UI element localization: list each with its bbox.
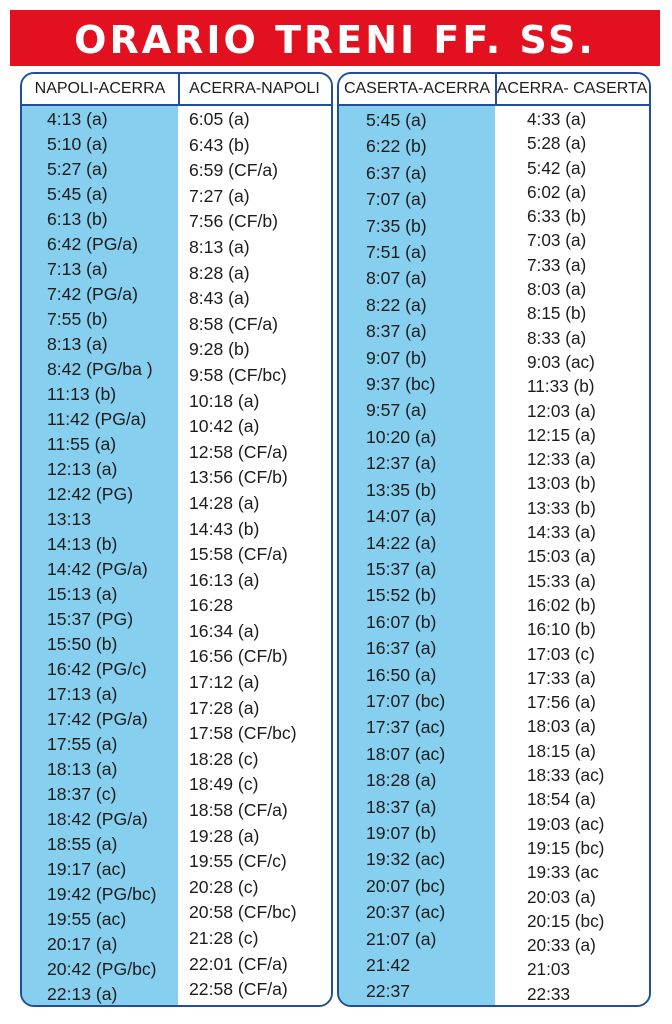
time-entry: 21:42 <box>366 955 411 975</box>
time-entry: 4:33 (a) <box>527 109 587 129</box>
time-entry: 9:28 (b) <box>189 339 250 360</box>
time-entry: 19:28 (a) <box>189 825 260 846</box>
time-entry: 21:03 <box>527 959 571 980</box>
time-entry: 14:13 (b) <box>47 534 118 554</box>
time-entry: 20:28 (c) <box>189 876 259 897</box>
time-entry: 11:55 (a) <box>47 434 117 454</box>
time-entry: 9:07 (b) <box>366 347 427 368</box>
time-entry: 19:03 (ac) <box>527 813 605 834</box>
column-header: NAPOLI-ACERRA <box>22 74 178 106</box>
time-entry: 6:59 (CF/a) <box>189 160 278 181</box>
time-entry: 7:03 (a) <box>527 230 587 251</box>
time-entry: 19:17 (ac) <box>47 859 127 879</box>
time-entry: 7:13 (a) <box>47 259 108 279</box>
time-entry: 19:15 (bc) <box>527 837 605 858</box>
time-entry: 14:22 (a) <box>366 532 437 553</box>
time-entry: 17:58 (CF/bc) <box>189 723 297 744</box>
times-list <box>495 107 649 1006</box>
time-entry: 15:52 (b) <box>366 585 437 606</box>
time-entry: 18:15 (a) <box>527 740 596 761</box>
time-entry: 5:28 (a) <box>527 133 587 154</box>
time-entry: 11:13 (b) <box>47 384 117 404</box>
time-entry: 18:49 (c) <box>189 774 259 795</box>
time-entry: 8:37 (a) <box>366 321 427 342</box>
time-entry: 9:37 (bc) <box>366 374 436 395</box>
time-entry: 22:01 (CF/a) <box>189 953 288 974</box>
time-entry: 7:35 (b) <box>366 215 427 236</box>
time-entry: 11:33 (b) <box>527 376 595 397</box>
time-entry: 20:33 (a) <box>527 935 596 956</box>
time-entry: 17:03 (c) <box>527 643 595 664</box>
time-entry: 20:15 (bc) <box>527 910 605 931</box>
time-entry: 12:33 (a) <box>527 449 596 470</box>
time-entry: 19:55 (CF/c) <box>189 851 287 872</box>
column-header: ACERRA- CASERTA <box>495 74 649 106</box>
column-caserta-acerra <box>339 74 495 1005</box>
time-entry: 8:28 (a) <box>189 262 250 283</box>
header-divider <box>178 74 180 106</box>
time-entry: 17:07 (bc) <box>366 690 446 711</box>
time-entry: 13:35 (b) <box>366 479 437 500</box>
time-entry: 7:33 (a) <box>527 254 587 275</box>
time-entry: 7:42 (PG/a) <box>47 284 138 304</box>
time-entry: 18:03 (a) <box>527 716 596 737</box>
time-entry: 4:13 (a) <box>47 109 108 129</box>
time-entry: 12:15 (a) <box>527 424 596 445</box>
time-entry: 22:13 (a) <box>47 984 118 1004</box>
time-entry: 9:58 (CF/bc) <box>189 364 287 385</box>
time-entry: 18:07 (ac) <box>366 743 446 764</box>
time-entry: 19:42 (PG/bc) <box>47 884 157 904</box>
time-entry: 17:42 (PG/a) <box>47 709 148 729</box>
time-entry: 6:42 (PG/a) <box>47 234 138 254</box>
time-entry: 12:13 (a) <box>47 459 118 479</box>
time-entry: 6:33 (b) <box>527 206 587 227</box>
time-entry: 12:37 (a) <box>366 453 437 474</box>
time-entry: 19:32 (ac) <box>366 849 446 870</box>
time-entry: 13:13 <box>47 509 92 529</box>
time-entry: 17:37 (ac) <box>366 717 446 738</box>
time-entry: 5:45 (a) <box>47 184 108 204</box>
time-entry: 17:13 (a) <box>47 684 118 704</box>
time-entry: 14:28 (a) <box>189 492 260 513</box>
time-entry: 18:28 (a) <box>366 770 437 791</box>
time-entry: 16:13 (a) <box>189 569 260 590</box>
time-entry: 8:13 (a) <box>189 236 250 257</box>
time-entry: 18:55 (a) <box>47 834 118 854</box>
time-entry: 22:33 <box>527 983 571 1004</box>
time-entry: 14:42 (PG/a) <box>47 559 148 579</box>
page-title: ORARIO TRENI FF. SS. <box>10 10 660 66</box>
time-entry: 5:10 (a) <box>47 134 108 154</box>
time-entry: 16:42 (PG/c) <box>47 659 147 679</box>
time-entry: 12:03 (a) <box>527 400 596 421</box>
time-entry: 14:43 (b) <box>189 518 260 539</box>
time-entry: 15:33 (a) <box>527 570 596 591</box>
time-entry: 5:42 (a) <box>527 157 587 178</box>
time-entry: 8:42 (PG/ba ) <box>47 359 153 379</box>
time-entry: 13:56 (CF/b) <box>189 467 288 488</box>
times-list <box>22 107 178 1007</box>
time-entry: 7:07 (a) <box>366 189 427 210</box>
time-entry: 21:07 (a) <box>366 928 437 949</box>
time-entry: 15:58 (CF/a) <box>189 544 288 565</box>
time-entry: 15:03 (a) <box>527 546 596 567</box>
time-entry: 19:07 (b) <box>366 822 437 843</box>
time-entry: 15:37 (a) <box>366 558 437 579</box>
time-entry: 8:07 (a) <box>366 268 427 289</box>
time-entry: 17:33 (a) <box>527 667 596 688</box>
time-entry: 6:43 (b) <box>189 134 250 155</box>
time-entry: 16:34 (a) <box>189 620 260 641</box>
header-divider <box>495 74 497 106</box>
time-entry: 13:03 (b) <box>527 473 596 494</box>
time-entry: 7:55 (b) <box>47 309 108 329</box>
times-list <box>339 107 495 1005</box>
time-entry: 9:03 (ac) <box>527 351 595 372</box>
time-entry: 20:58 (CF/bc) <box>189 902 297 923</box>
time-entry: 16:07 (b) <box>366 611 437 632</box>
time-entry: 5:45 (a) <box>366 110 427 130</box>
time-entry: 10:42 (a) <box>189 416 260 437</box>
time-entry: 6:05 (a) <box>189 109 250 129</box>
time-entry: 16:28 <box>189 595 234 616</box>
time-entry: 8:43 (a) <box>189 288 250 309</box>
time-entry: 14:07 (a) <box>366 506 437 527</box>
time-entry: 8:13 (a) <box>47 334 108 354</box>
time-entry: 19:55 (ac) <box>47 909 127 929</box>
time-entry: 8:15 (b) <box>527 303 587 324</box>
time-entry: 11:42 (PG/a) <box>47 409 147 429</box>
time-entry: 17:12 (a) <box>189 672 260 693</box>
time-entry: 12:58 (CF/a) <box>189 441 288 462</box>
time-entry: 6:13 (b) <box>47 209 108 229</box>
time-entry: 20:07 (bc) <box>366 875 446 896</box>
caserta-panel <box>337 72 651 1007</box>
time-entry: 8:22 (a) <box>366 294 427 315</box>
time-entry: 17:55 (a) <box>47 734 118 754</box>
time-entry: 18:33 (ac) <box>527 765 605 786</box>
time-entry: 22:58 (CF/a) <box>189 979 288 1000</box>
time-entry: 17:56 (a) <box>527 692 596 713</box>
time-entry: 18:13 (a) <box>47 759 118 779</box>
time-entry: 15:50 (b) <box>47 634 118 654</box>
time-entry: 20:42 (PG/bc) <box>47 959 157 979</box>
time-entry: 19:33 (ac <box>527 862 599 883</box>
time-entry: 10:18 (a) <box>189 390 260 411</box>
column-acerra-caserta <box>495 74 649 1005</box>
time-entry: 18:37 (a) <box>366 796 437 817</box>
time-entry: 18:28 (c) <box>189 748 259 769</box>
time-entry: 17:28 (a) <box>189 697 260 718</box>
time-entry: 8:58 (CF/a) <box>189 313 278 334</box>
time-entry: 22:37 <box>366 981 411 1002</box>
time-entry: 20:37 (ac) <box>366 902 446 923</box>
time-entry: 15:13 (a) <box>47 584 118 604</box>
time-entry: 18:37 (c) <box>47 784 117 804</box>
time-entry: 16:50 (a) <box>366 664 437 685</box>
time-entry: 15:37 (PG) <box>47 609 134 629</box>
time-entry: 7:51 (a) <box>366 242 427 263</box>
time-entry: 6:37 (a) <box>366 162 427 183</box>
time-entry: 7:27 (a) <box>189 185 250 206</box>
time-entry: 16:37 (a) <box>366 638 437 659</box>
column-header: ACERRA-NAPOLI <box>178 74 331 106</box>
time-entry: 18:58 (CF/a) <box>189 800 288 821</box>
time-entry: 12:42 (PG) <box>47 484 134 504</box>
time-entry: 20:17 (a) <box>47 934 118 954</box>
time-entry: 6:02 (a) <box>527 181 587 202</box>
time-entry: 16:56 (CF/b) <box>189 646 288 667</box>
time-entry: 20:03 (a) <box>527 886 596 907</box>
time-entry: 9:57 (a) <box>366 400 427 421</box>
time-entry: 21:28 (c) <box>189 928 259 948</box>
time-entry: 13:33 (b) <box>527 497 596 518</box>
time-entry: 18:42 (PG/a) <box>47 809 148 829</box>
time-entry: 16:10 (b) <box>527 619 596 640</box>
time-entry: 10:20 (a) <box>366 426 437 447</box>
times-list <box>178 107 331 1003</box>
time-entry: 16:02 (b) <box>527 594 596 615</box>
time-entry: 5:27 (a) <box>47 159 108 179</box>
column-acerra-napoli <box>178 74 331 1005</box>
time-entry: 14:33 (a) <box>527 522 596 543</box>
time-entry: 8:33 (a) <box>527 327 587 348</box>
time-entry: 8:03 (a) <box>527 279 587 300</box>
napoli-panel <box>20 72 333 1007</box>
column-header: CASERTA-ACERRA <box>339 74 495 106</box>
column-napoli-acerra <box>22 74 178 1005</box>
time-entry: 7:56 (CF/b) <box>189 211 278 232</box>
time-entry: 6:22 (b) <box>366 136 427 157</box>
time-entry: 18:54 (a) <box>527 789 596 810</box>
